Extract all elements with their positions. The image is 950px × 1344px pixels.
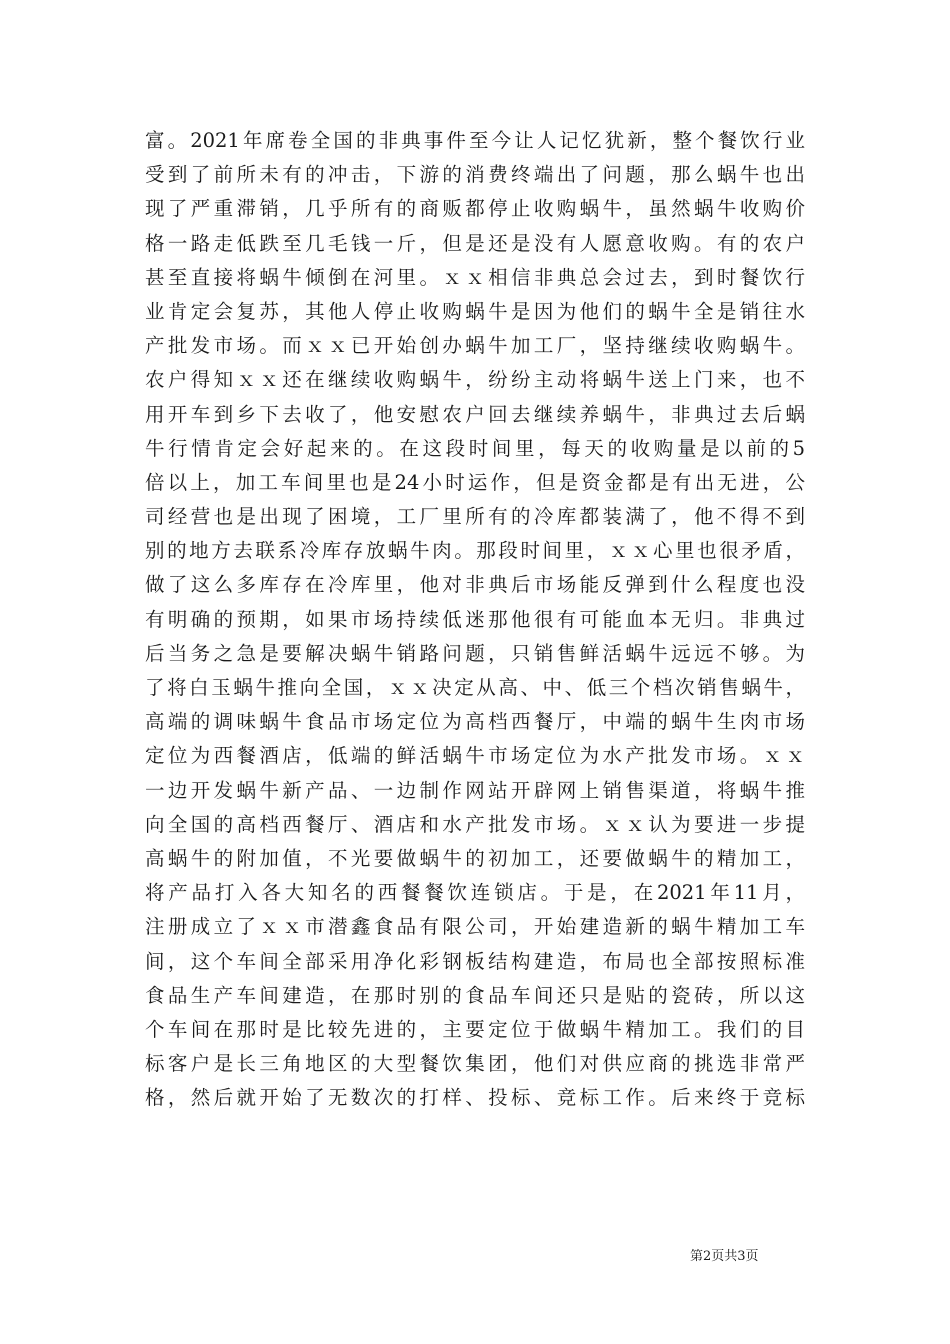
text-line: 做了这么多库存在冷库里，他对非典后市场能反弹到什么程度也没: [145, 573, 805, 597]
text-line: 用开车到乡下去收了，他安慰农户回去继续养蜗牛，非典过去后蜗: [145, 402, 805, 426]
body-text: [145, 124, 805, 1115]
text-line: 甚至直接将蜗牛倾倒在河里。ｘｘ相信非典总会过去，到时餐饮行: [145, 265, 805, 289]
page-number-footer: 第2页共3页: [690, 1249, 759, 1264]
text-line: 一边开发蜗牛新产品、一边制作网站开辟网上销售渠道，将蜗牛推: [145, 778, 805, 802]
text-line: 将产品打入各大知名的西餐餐饮连锁店。于是，在2021年11月，: [145, 881, 805, 905]
text-line: 受到了前所未有的冲击，下游的消费终端出了问题，那么蜗牛也出: [145, 163, 805, 187]
text-line: 司经营也是出现了困境，工厂里所有的冷库都装满了，他不得不到: [145, 505, 805, 529]
text-line: 定位为西餐酒店，低端的鲜活蜗牛市场定位为水产批发市场。ｘｘ: [145, 744, 805, 768]
text-line: 向全国的高档西餐厅、酒店和水产批发市场。ｘｘ认为要进一步提: [145, 812, 805, 836]
text-line: 高端的调味蜗牛食品市场定位为高档西餐厅，中端的蜗牛生肉市场: [145, 710, 805, 734]
text-line: 产批发市场。而ｘｘ已开始创办蜗牛加工厂，坚持继续收购蜗牛。: [145, 334, 805, 358]
text-line: 格一路走低跌至几毛钱一斤，但是还是没有人愿意收购。有的农户: [145, 231, 805, 255]
text-line: 富。2021年席卷全国的非典事件至今让人记忆犹新，整个餐饮行业: [145, 129, 805, 152]
text-line: 高蜗牛的附加值，不光要做蜗牛的初加工，还要做蜗牛的精加工，: [145, 846, 805, 870]
text-line: 了将白玉蜗牛推向全国，ｘｘ决定从高、中、低三个档次销售蜗牛，: [145, 676, 805, 699]
text-line: 标客户是长三角地区的大型餐饮集团，他们对供应商的挑选非常严: [145, 1052, 805, 1076]
text-line: 倍以上，加工车间里也是24小时运作，但是资金都是有出无进，公: [145, 470, 805, 494]
text-line: 个车间在那时是比较先进的，主要定位于做蜗牛精加工。我们的目: [145, 1017, 805, 1041]
text-line: 业肯定会复苏，其他人停止收购蜗牛是因为他们的蜗牛全是销往水: [145, 299, 805, 323]
text-line: 农户得知ｘｘ还在继续收购蜗牛，纷纷主动将蜗牛送上门来，也不: [145, 368, 805, 392]
text-line: 有明确的预期，如果市场持续低迷那他很有可能血本无归。非典过: [145, 607, 805, 631]
text-line: 格，然后就开始了无数次的打样、投标、竞标工作。后来终于竞标: [145, 1086, 805, 1110]
text-line: 食品生产车间建造，在那时别的食品车间还只是贴的瓷砖，所以这: [145, 983, 805, 1007]
text-line: 注册成立了ｘｘ市潜鑫食品有限公司，开始建造新的蜗牛精加工车: [145, 915, 805, 939]
text-line: 间，这个车间全部采用净化彩钢板结构建造，布局也全部按照标准: [145, 949, 805, 973]
text-line: 别的地方去联系冷库存放蜗牛肉。那段时间里，ｘｘ心里也很矛盾，: [145, 539, 805, 563]
text-line: 牛行情肯定会好起来的。在这段时间里，每天的收购量是以前的5: [145, 436, 805, 460]
text-line: 后当务之急是要解决蜗牛销路问题，只销售鲜活蜗牛远远不够。为: [145, 641, 805, 665]
text-line: 现了严重滞销，几乎所有的商贩都停止收购蜗牛，虽然蜗牛收购价: [145, 197, 805, 221]
